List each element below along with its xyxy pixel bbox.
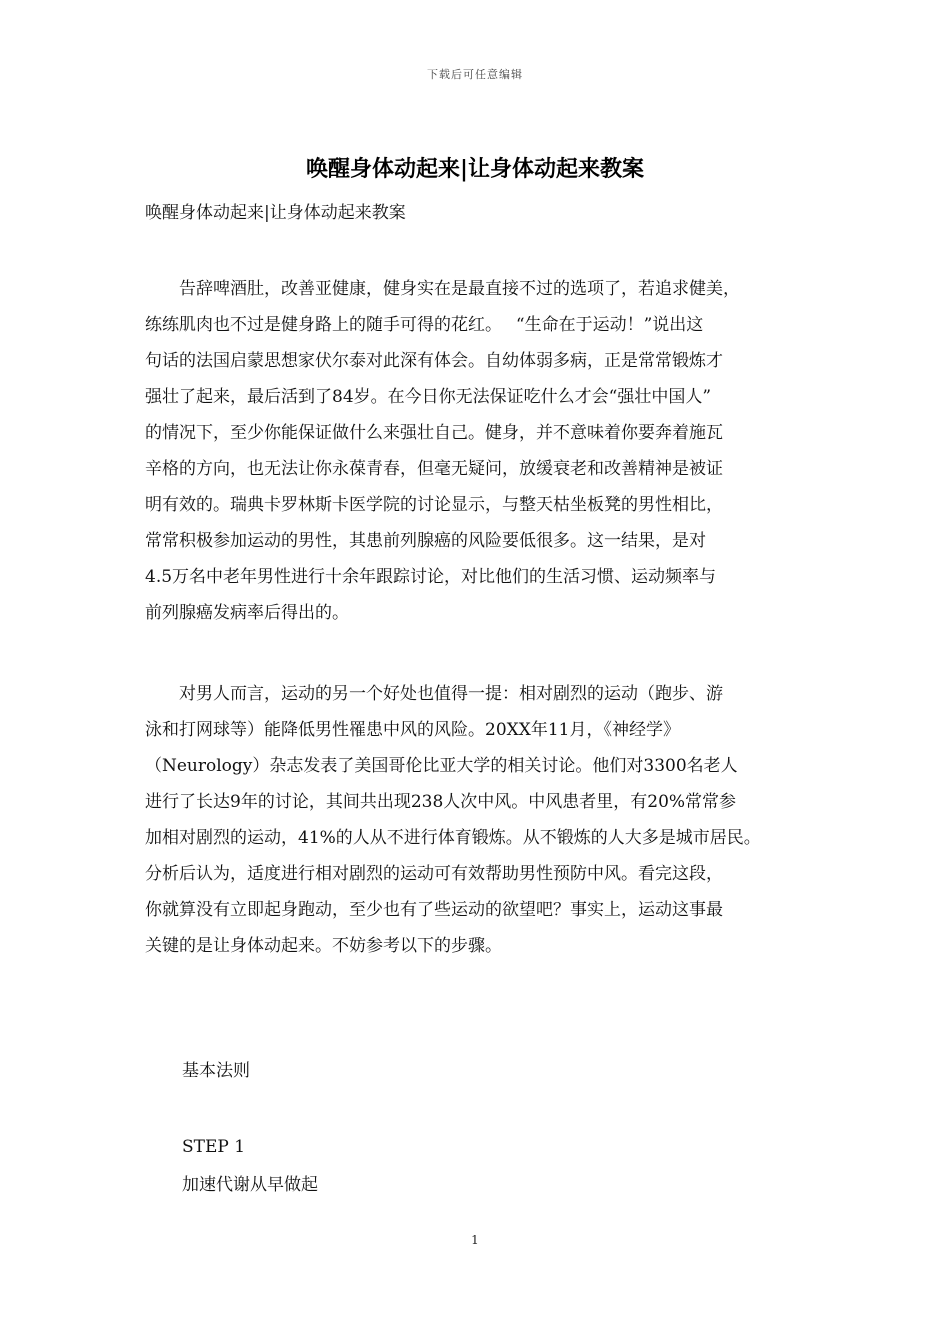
- paragraph-line: 辛格的方向，也无法让你永葆青春，但毫无疑问，放缓衰老和改善精神是被证: [145, 459, 723, 479]
- page-number: 1: [471, 1233, 479, 1247]
- paragraph-line: 练练肌肉也不过是健身路上的随手可得的花红。 “生命在于运动！”说出这: [145, 315, 704, 335]
- paragraph-line: 你就算没有立即起身跑动，至少也有了些运动的欲望吧？事实上，运动这事最: [145, 900, 723, 920]
- paragraph-line: 强壮了起来，最后活到了84岁。在今日你无法保证吃什么才会“强壮中国人”: [145, 387, 712, 407]
- paragraph-line: 明有效的。瑞典卡罗林斯卡医学院的讨论显示，与整天枯坐板凳的男性相比，: [145, 495, 723, 515]
- paragraph-line: 的情况下，至少你能保证做什么来强壮自己。健身，并不意味着你要奔着施瓦: [145, 423, 723, 443]
- section-heading: 基本法则: [182, 1061, 250, 1081]
- paragraph-2: [145, 676, 825, 964]
- paragraph-1: [145, 271, 825, 631]
- paragraph-line: 加相对剧烈的运动，41%的人从不进行体育锻炼。从不锻炼的人大多是城市居民。: [145, 828, 761, 848]
- paragraph-line: （Neurology）杂志发表了美国哥伦比亚大学的相关讨论。他们对3300名老人: [145, 756, 738, 776]
- paragraph-line: 关键的是让身体动起来。不妨参考以下的步骤。: [145, 936, 502, 956]
- paragraph-line: 4.5万名中老年男性进行十余年跟踪讨论，对比他们的生活习惯、运动频率与: [145, 567, 717, 587]
- step-label: STEP 1: [182, 1137, 246, 1157]
- paragraph-line: 对男人而言，运动的另一个好处也值得一提：相对剧烈的运动（跑步、游: [145, 684, 723, 704]
- paragraph-line: 泳和打网球等）能降低男性罹患中风的风险。20XX年11月，《神经学》: [145, 720, 680, 740]
- step-title: 加速代谢从早做起: [182, 1175, 318, 1195]
- paragraph-line: 分析后认为，适度进行相对剧烈的运动可有效帮助男性预防中风。看完这段，: [145, 864, 723, 884]
- paragraph-line: 常常积极参加运动的男性，其患前列腺癌的风险要低很多。这一结果，是对: [145, 531, 706, 551]
- document-title: 唤醒身体动起来|让身体动起来教案: [305, 156, 644, 182]
- document-subtitle: 唤醒身体动起来|让身体动起来教案: [145, 203, 406, 223]
- paragraph-line: 句话的法国启蒙思想家伏尔泰对此深有体会。自幼体弱多病，正是常常锻炼才: [145, 351, 723, 371]
- paragraph-line: 进行了长达9年的讨论，其间共出现238人次中风。中风患者里，有20%常常参: [145, 792, 737, 812]
- page-header: 下载后可任意编辑: [427, 68, 523, 81]
- paragraph-line: 前列腺癌发病率后得出的。: [145, 603, 349, 623]
- paragraph-line: 告辞啤酒肚，改善亚健康，健身实在是最直接不过的选项了，若追求健美，: [145, 279, 740, 299]
